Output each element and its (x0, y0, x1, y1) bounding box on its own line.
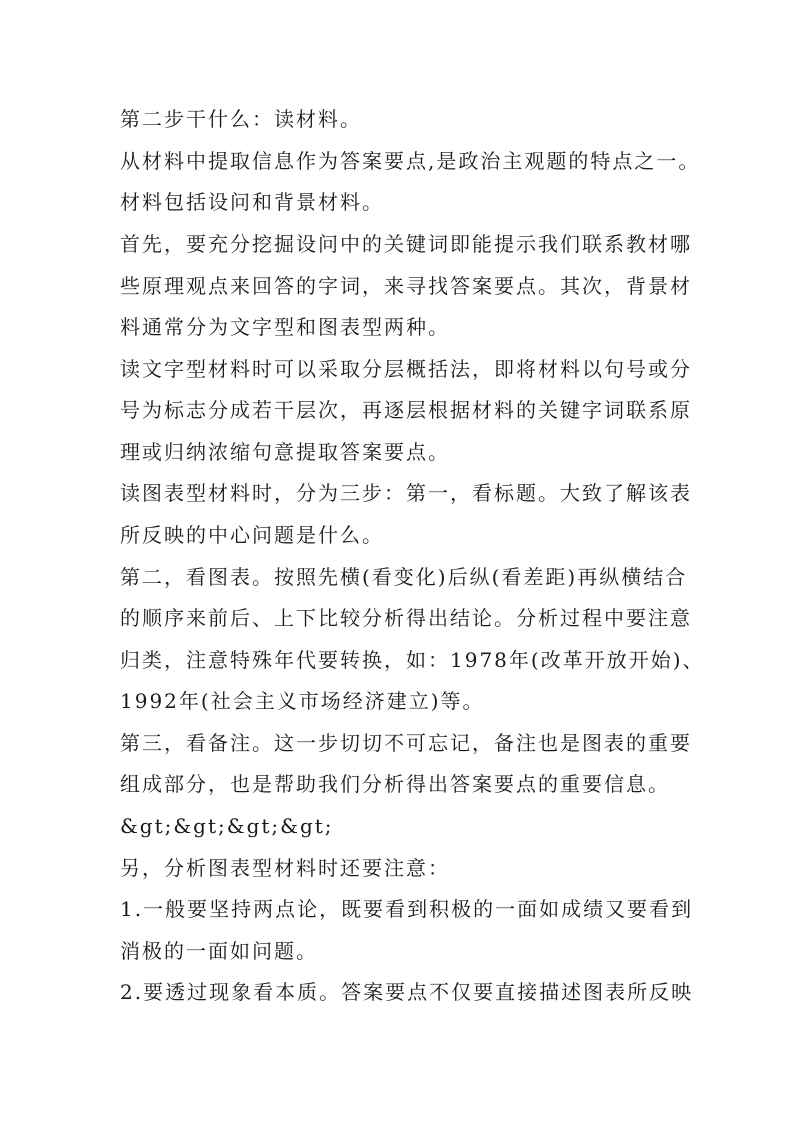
text-line-11: 所反映的中心问题是什么。 (120, 523, 384, 547)
text-line-5: 些原理观点来回答的字词，来寻找答案要点。其次，背景材 (120, 274, 692, 298)
text-line-3: 材料包括设问和背景材料。 (120, 190, 384, 214)
text-line-1: 第二步干什么：读材料。 (120, 107, 362, 131)
text-line-9: 理或归纳浓缩句意提取答案要点。 (120, 440, 450, 464)
text-line-2: 从材料中提取信息作为答案要点,是政治主观题的特点之一。 (120, 149, 701, 173)
text-line-13: 的顺序来前后、上下比较分析得出结论。分析过程中要注意 (120, 606, 692, 630)
text-line-17: 组成部分，也是帮助我们分析得出答案要点的重要信息。 (120, 772, 670, 796)
text-line-8: 号为标志分成若干层次，再逐层根据材料的关键字词联系原 (120, 398, 692, 422)
text-line-6: 料通常分为文字型和图表型两种。 (120, 315, 450, 339)
text-line-7: 读文字型材料时可以采取分层概括法，即将材料以句号或分 (120, 357, 692, 381)
text-line-4: 首先，要充分挖掘设问中的关键词即能提示我们联系教材哪 (120, 232, 692, 256)
text-line-15: 1992年(社会主义市场经济建立)等。 (120, 689, 485, 713)
text-line-10: 读图表型材料时，分为三步：第一，看标题。大致了解该表 (120, 481, 692, 505)
text-line-16: 第三，看备注。这一步切切不可忘记，备注也是图表的重要 (120, 731, 692, 755)
text-line-22: 2.要透过现象看本质。答案要点不仅要直接描述图表所反映 (120, 980, 694, 1004)
text-line-19: 另，分析图表型材料时还要注意： (120, 856, 450, 880)
text-line-12: 第二，看图表。按照先横(看变化)后纵(看差距)再纵横结合 (120, 565, 688, 589)
text-line-21: 消极的一面如问题。 (120, 939, 318, 963)
text-line-20: 1.一般要坚持两点论，既要看到积极的一面如成绩又要看到 (120, 897, 694, 921)
text-line-18: &gt;&gt;&gt;&gt; (120, 814, 334, 838)
text-line-14: 归类，注意特殊年代要转换，如：1978年(改革开放开始)、 (120, 648, 705, 672)
